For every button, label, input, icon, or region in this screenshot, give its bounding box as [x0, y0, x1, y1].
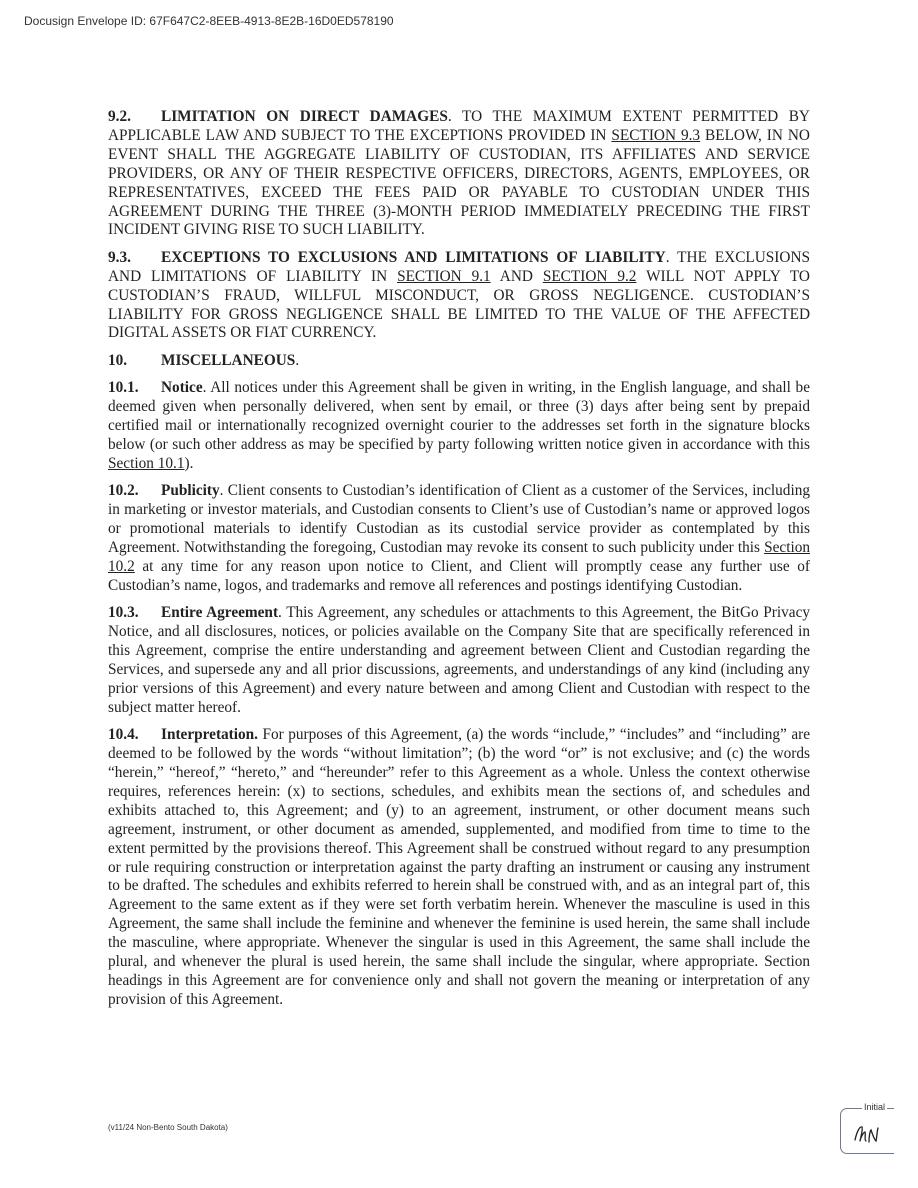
- section-reference-link: SECTION 9.2: [542, 267, 637, 285]
- section-reference-link: SECTION 9.3: [611, 126, 701, 144]
- section-9-3: [108, 249, 810, 344]
- section-10-3: [108, 604, 810, 717]
- envelope-id: Docusign Envelope ID: 67F647C2-8EEB-4913-8E2B-16D0ED578190: [24, 14, 394, 28]
- section-text: AND: [490, 267, 543, 285]
- section-9-2: [108, 108, 810, 240]
- section-heading: MISCELLANEOUS: [161, 351, 296, 369]
- section-heading: Interpretation.: [161, 726, 259, 744]
- section-text: . TO THE MAXIMUM EXTENT PERMITTED BY APPLICABLE LAW AND SUBJECT TO THE EXCEPTIONS PROVIDED IN: [108, 108, 810, 144]
- section-10-1: [108, 379, 810, 474]
- section-10: [108, 352, 810, 371]
- section-reference-link: SECTION 9.1: [397, 267, 491, 285]
- section-text: at any time for any reason upon notice to Client, and Client will promptly cease any further use of Custodian’s name, logos, and trademarks and remove all references and postings identifying Custodian.: [108, 557, 810, 594]
- section-text: For purposes of this Agreement, (a) the words “include,” “includes” and “including” are deemed to be followed by the words “without limitation”; (b) the word “or” is not exclusive; and (c) the words “herein,” “hereof,” “hereto,” and “hereunder” refer to this Agreement as a whole. Unless the context otherwise requires, references herein: (x) to sections, schedules, and exhibits mean the sections of, and schedules and exhibits attached to, this Agreement; and (y) to an agreement, instrument, or other document means such agreement, instrument, or other document as amended, supplemented, and modified from time to time to the extent permitted by the provisions thereof. This Agreement shall be construed without regard to any presumption or rule requiring construction or interpretation against the party drafting an instrument or causing any instrument to be drafted. The schedules and exhibits referred to herein shall be construed with, and as an integral part of, this Agreement to the same extent as if they were set forth verbatim herein. Whenever the masculine is used in this Agreement, the same shall include the feminine and whenever the feminine is used herein, the same shall include the masculine, where appropriate. Whenever the singular is used in this Agreement, the same shall include the plural, and whenever the plural is used herein, the same shall include the singular, where appropriate. Section headings in this Agreement are for convenience only and shall not govern the meaning or interpretation of any provision of this Agreement.: [108, 726, 810, 1008]
- section-heading: Entire Agreement: [161, 604, 279, 622]
- section-number: 10.3.: [108, 604, 139, 622]
- section-text: .: [295, 351, 300, 369]
- section-reference-link: Section 10.2: [108, 539, 810, 575]
- section-text: ).: [184, 454, 194, 472]
- version-footer: (v11/24 Non-Bento South Dakota): [108, 1123, 228, 1132]
- section-text: WILL NOT APPLY TO CUSTODIAN’S FRAUD, WILLFUL MISCONDUCT, OR GROSS NEGLIGENCE. CUSTODIAN’S LIABILITY FOR GROSS NEGLIGENCE SHALL BE LIMITED TO THE VALUE OF THE AFFECTED DIGITAL ASSETS OR FIAT CURRENCY.: [108, 267, 810, 342]
- initial-label: Initial: [864, 1102, 886, 1112]
- section-number: 10.4.: [108, 726, 139, 744]
- section-heading: EXCEPTIONS TO EXCLUSIONS AND LIMITATIONS OF LIABILITY: [161, 248, 666, 266]
- section-number: 10.1.: [108, 379, 139, 397]
- section-text: . THE EXCLUSIONS AND LIMITATIONS OF LIABILITY IN: [108, 248, 811, 285]
- section-10-2: [108, 482, 810, 595]
- section-text: . This Agreement, any schedules or attachments to this Agreement, the BitGo Privacy Notice, and all disclosures, notices, or policies available on the Company Site that are specifically referenced in this Agreement, comprise the entire understanding and agreement between Client and Custodian regarding the Services, and supersede any and all prior discussions, agreements, and understandings of any kind (including any prior versions of this Agreement) and every nature between and among Client and Custodian with respect to the subject matter hereof.: [108, 604, 811, 716]
- initial-signature: [852, 1118, 884, 1148]
- section-number: 9.3.: [108, 248, 131, 266]
- section-heading: LIMITATION ON DIRECT DAMAGES: [161, 108, 448, 125]
- section-number: 9.2.: [108, 108, 131, 125]
- section-text: . Client consents to Custodian’s identification of Client as a customer of the Services, including in marketing or investor materials, and Custodian consents to Client’s use of Custodian’s name or approved logos or promotional materials to identify Custodian as its custodial service provider as contemplated by this Agreement. Notwithstanding the foregoing, Custodian may revoke its consent to such publicity under this: [108, 482, 810, 557]
- section-reference-link: Section 10.1: [108, 454, 185, 472]
- section-10-4: [108, 726, 810, 1010]
- section-heading: Notice: [161, 379, 203, 397]
- section-number: 10.2.: [108, 482, 139, 500]
- section-text: . All notices under this Agreement shall be given in writing, in the English language, and shall be deemed given when personally delivered, when sent by email, or three (3) days after being sent by prepaid certified mail or internationally recognized overnight courier to the addresses set forth in the signature blocks below (or such other address as may be specified by party following written notice given in accordance with this: [108, 379, 810, 453]
- document-body: [108, 108, 810, 1018]
- section-text: BELOW, IN NO EVENT SHALL THE AGGREGATE LIABILITY OF CUSTODIAN, ITS AFFILIATES AND SERVICE PROVIDERS, OR ANY OF THEIR RESPECTIVE OFFICERS, DIRECTORS, AGENTS, EMPLOYEES, OR REPRESENTATIVES, EXCEED THE FEES PAID OR PAYABLE TO CUSTODIAN UNDER THIS AGREEMENT DURING THE THREE (3)-MONTH PERIOD IMMEDIATELY PRECEDING THE FIRST INCIDENT GIVING RISE TO SUCH LIABILITY.: [108, 126, 810, 239]
- section-heading: Publicity: [161, 482, 220, 500]
- section-number: 10.: [108, 351, 128, 369]
